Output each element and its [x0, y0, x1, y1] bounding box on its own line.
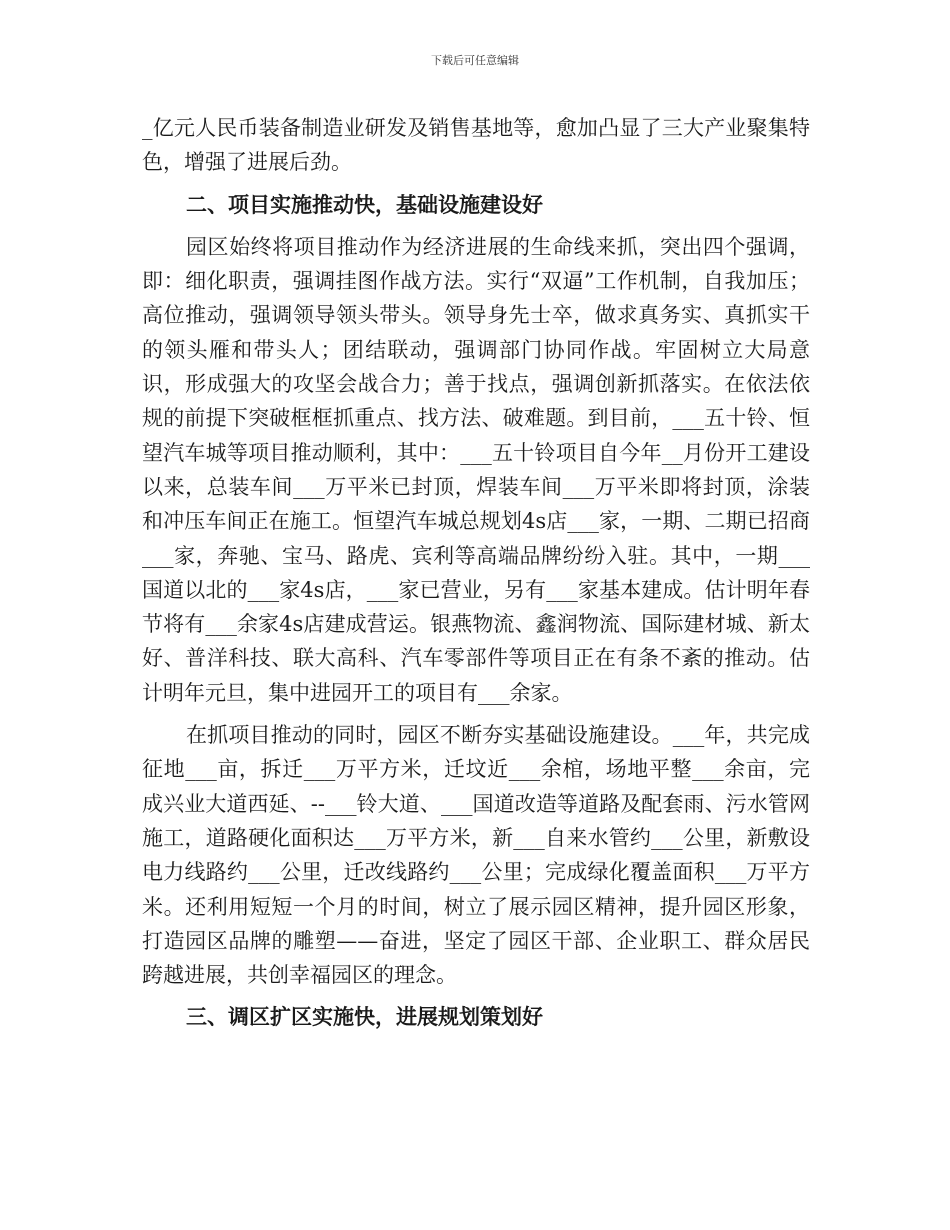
paragraph-project-progress: 园区始终将项目推动作为经济进展的生命线来抓，突出四个强调，即：细化职责，强调挂图作战方法。实行“双逼”工作机制，自我加压；高位推动，强调领导领头带头。领导身先士卒，做求真务实、真抓实干的领头雁和带头人；团结联动，强调部门协同作战。牢固树立大局意识，形成强大的攻坚会战合力；善于找点，强调创新抓落实。在依法依规的前提下突破框框抓重点、找方法、破难题。到目前，___五十铃、恒望汽车城等项目推动顺利，其中：___五十铃项目自今年__月份开工建设以来，总装车间___万平米已封顶，焊装车间___万平米即将封顶，涂装和冲压车间正在施工。恒望汽车城总规划4s店___家，一期、二期已招商___家，奔驰、宝马、路虎、宾利等高端品牌纷纷入驻。其中，一期___国道以北的___家4s店，___家已营业，另有___家基本建成。估计明年春节将有___余家4s店建成营运。银燕物流、鑫润物流、国际建材城、新太好、普洋科技、联大高科、汽车零部件等项目正在有条不紊的推动。估计明年元旦，集中进园开工的项目有___余家。: [142, 234, 810, 705]
section-heading-2: 二、项目实施推动快，基础设施建设好: [186, 192, 543, 217]
header-note: 下载后可任意编辑: [431, 54, 519, 67]
paragraph-infrastructure: 在抓项目推动的同时，园区不断夯实基础设施建设。___年，共完成征地___亩，拆迁___万平方米，迁坟近___余棺，场地平整___余亩，完成兴业大道西延、--___铃大道、___国道改造等道路及配套雨、污水管网施工，道路硬化面积达___万平方米，新___自来水管约___公里，新敷设电力线路约___公里，迁改线路约___公里；完成绿化覆盖面积___万平方米。还利用短短一个月的时间，树立了展示园区精神，提升园区形象，打造园区品牌的雕塑——奋进，坚定了园区干部、企业职工、群众居民跨越进展，共创幸福园区的理念。: [142, 723, 810, 988]
paragraph-continuation: _亿元人民币装备制造业研发及销售基地等，愈加凸显了三大产业聚集特色，增强了进展后劲。: [142, 116, 810, 175]
spacer: [142, 222, 810, 230]
spacer: [142, 992, 810, 1000]
section-heading-3: 三、调区扩区实施快，进展规划策划好: [186, 1005, 543, 1030]
spacer: [142, 180, 810, 188]
spacer: [142, 710, 810, 718]
document-body: [142, 111, 810, 1035]
